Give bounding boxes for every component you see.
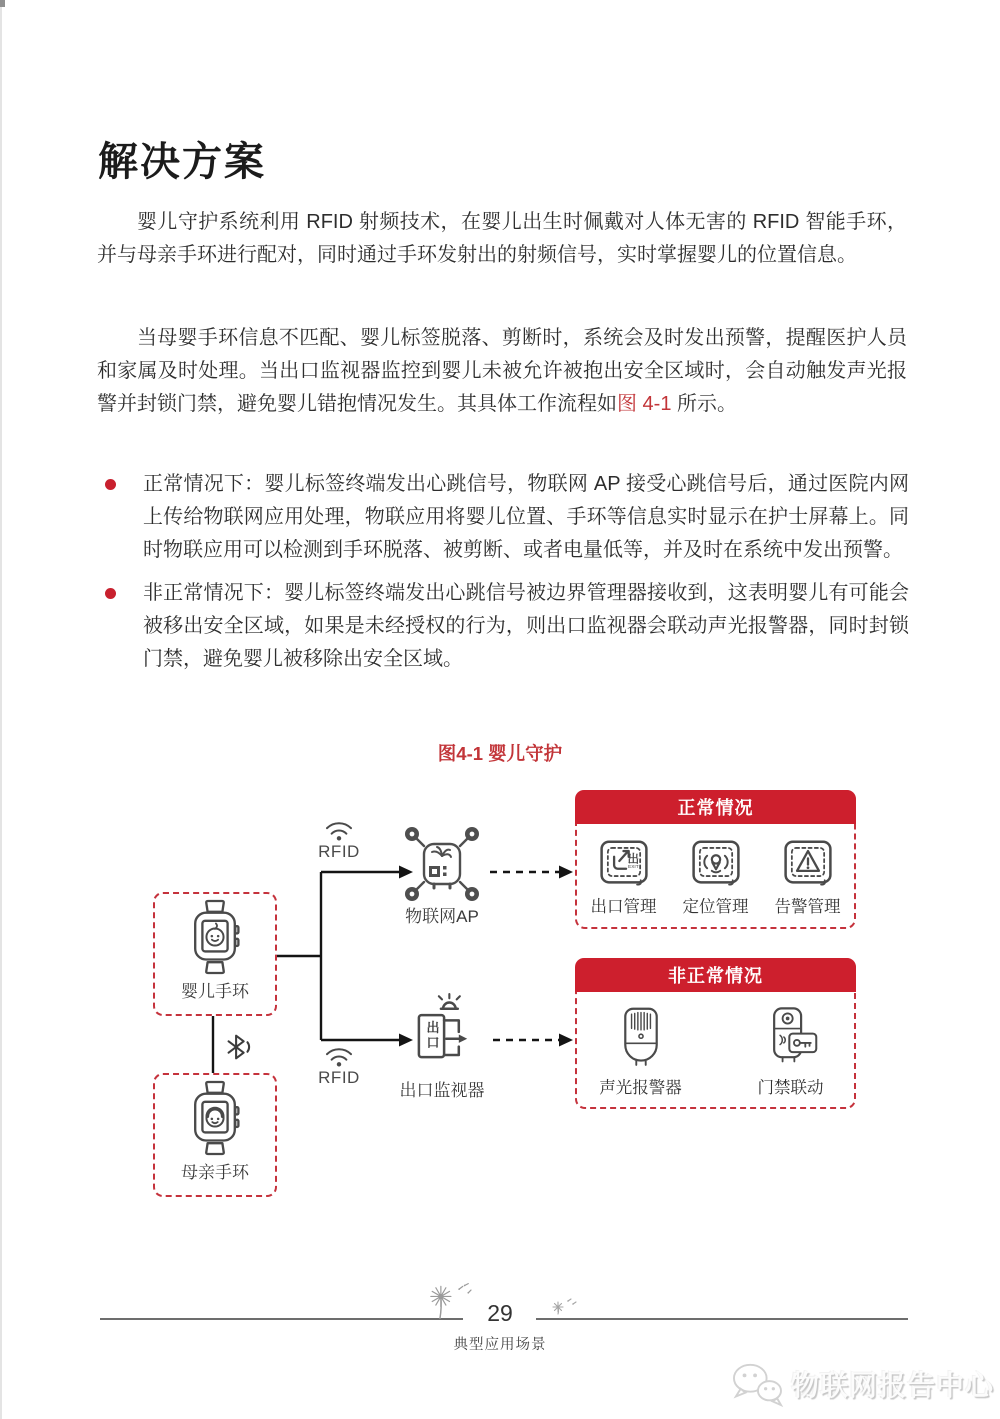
alarm-management-label: 告警管理 — [774, 897, 841, 916]
exit-sub-text: EXIT — [627, 864, 639, 870]
bluetooth-icon — [221, 1030, 255, 1064]
rfid-wave-icon — [321, 1044, 357, 1068]
abnormal-status-box — [575, 958, 856, 1109]
exit-management-label: 出口管理 — [590, 897, 657, 916]
figure-reference-link[interactable]: 图 4-1 — [617, 393, 672, 415]
door-access-icon — [759, 1004, 823, 1070]
door-access-label: 门禁联动 — [757, 1078, 824, 1097]
sound-light-alarm-label: 声光报警器 — [599, 1078, 682, 1097]
footer-rule-left — [100, 1318, 463, 1320]
page-number: 29 — [487, 1300, 513, 1326]
mother-wristband-node — [153, 1073, 277, 1197]
rfid-wave-icon — [321, 818, 357, 842]
mother-wristband-label: 母亲手环 — [181, 1163, 249, 1182]
mother-watch-icon — [188, 1080, 242, 1156]
alarm-management-item — [766, 837, 850, 917]
bullet-dot-icon — [105, 479, 116, 490]
rfid-label: RFID — [318, 842, 360, 861]
page-title: 解决方案 — [98, 140, 266, 184]
normal-status-header: 正常情况 — [575, 790, 856, 824]
watermark — [729, 1360, 994, 1408]
exit-management-item — [582, 837, 666, 917]
normal-status-box — [575, 790, 856, 929]
exit-monitor-node — [400, 992, 484, 1076]
exit-glyph-text: 出 — [627, 853, 639, 866]
footer-section-title: 典型应用场景 — [453, 1337, 547, 1353]
abnormal-status-header: 非正常情况 — [575, 958, 856, 992]
iot-ap-icon — [398, 820, 486, 908]
sound-light-alarm-item — [586, 1004, 696, 1098]
scan-edge-artifact — [0, 0, 2, 1419]
paragraph-1 — [97, 206, 907, 272]
rfid-link-bottom — [311, 1044, 367, 1088]
bullet-item-abnormal-text: 非正常情况下：婴儿标签终端发出心跳信号被边界管理器接收到，这表明婴儿有可能会被移出安全区域，如果是未经授权的行为，则出口监视器会联动声光报警器，同时封锁门禁，避免婴儿被移除出安全区域。 — [143, 582, 909, 670]
figure-diagram — [145, 788, 860, 1218]
bullet-item-normal-text: 正常情况下：婴儿标签终端发出心跳信号，物联网 AP 接受心跳信号后，通过医院内网上传给物联网应用处理，物联应用将婴儿位置、手环等信息实时显示在护士屏幕上。同时物联应用可以检测到手环脱落、被剪断、或者电量低等，并及时在系统中发出预警。 — [143, 473, 909, 561]
bullet-list — [97, 468, 909, 686]
door-access-item — [736, 1004, 846, 1098]
sound-light-alarm-icon — [615, 1004, 667, 1070]
paragraph-1-text: 婴儿守护系统利用 RFID 射频技术，在婴儿出生时佩戴对人体无害的 RFID 智能手环，并与母亲手环进行配对，同时通过手环发射出的射频信号，实时掌握婴儿的位置信息。 — [97, 211, 907, 266]
exit-management-icon — [599, 837, 649, 887]
figure-caption: 图4-1 婴儿守护 — [437, 743, 563, 764]
baby-watch-icon — [188, 899, 242, 975]
bullet-dot-icon — [105, 588, 116, 599]
iot-ap-label: 物联网AP — [405, 907, 479, 926]
baby-wristband-node — [153, 892, 277, 1016]
location-management-label: 定位管理 — [682, 897, 749, 916]
exit-sign-text: 出口 — [426, 1020, 440, 1050]
paragraph-2-text-after: 所示。 — [671, 393, 738, 415]
location-management-item — [674, 837, 758, 917]
rfid-label: RFID — [318, 1068, 360, 1087]
scan-corner-artifact — [0, 0, 5, 7]
watermark-text: 物联网报告中心 — [790, 1370, 994, 1401]
bullet-item-normal — [97, 468, 909, 567]
footer-rule-right — [536, 1318, 908, 1320]
exit-monitor-icon — [400, 992, 484, 1076]
paragraph-2 — [97, 322, 907, 421]
wechat-icon — [729, 1360, 785, 1408]
exit-monitor-label: 出口监视器 — [399, 1081, 485, 1100]
location-management-icon — [691, 837, 741, 887]
alarm-management-icon — [783, 837, 833, 887]
baby-wristband-label: 婴儿手环 — [181, 982, 249, 1001]
dandelion-small-icon — [550, 1295, 580, 1317]
bullet-item-abnormal — [97, 577, 909, 676]
paragraph-2-text: 当母婴手环信息不匹配、婴儿标签脱落、剪断时，系统会及时发出预警，提醒医护人员和家属及时处理。当出口监视器监控到婴儿未被允许被抱出安全区域时，会自动触发声光报警并封锁门禁，避免婴儿错抱情况发生。其具体工作流程如 — [97, 327, 907, 415]
rfid-link-top — [311, 818, 367, 862]
